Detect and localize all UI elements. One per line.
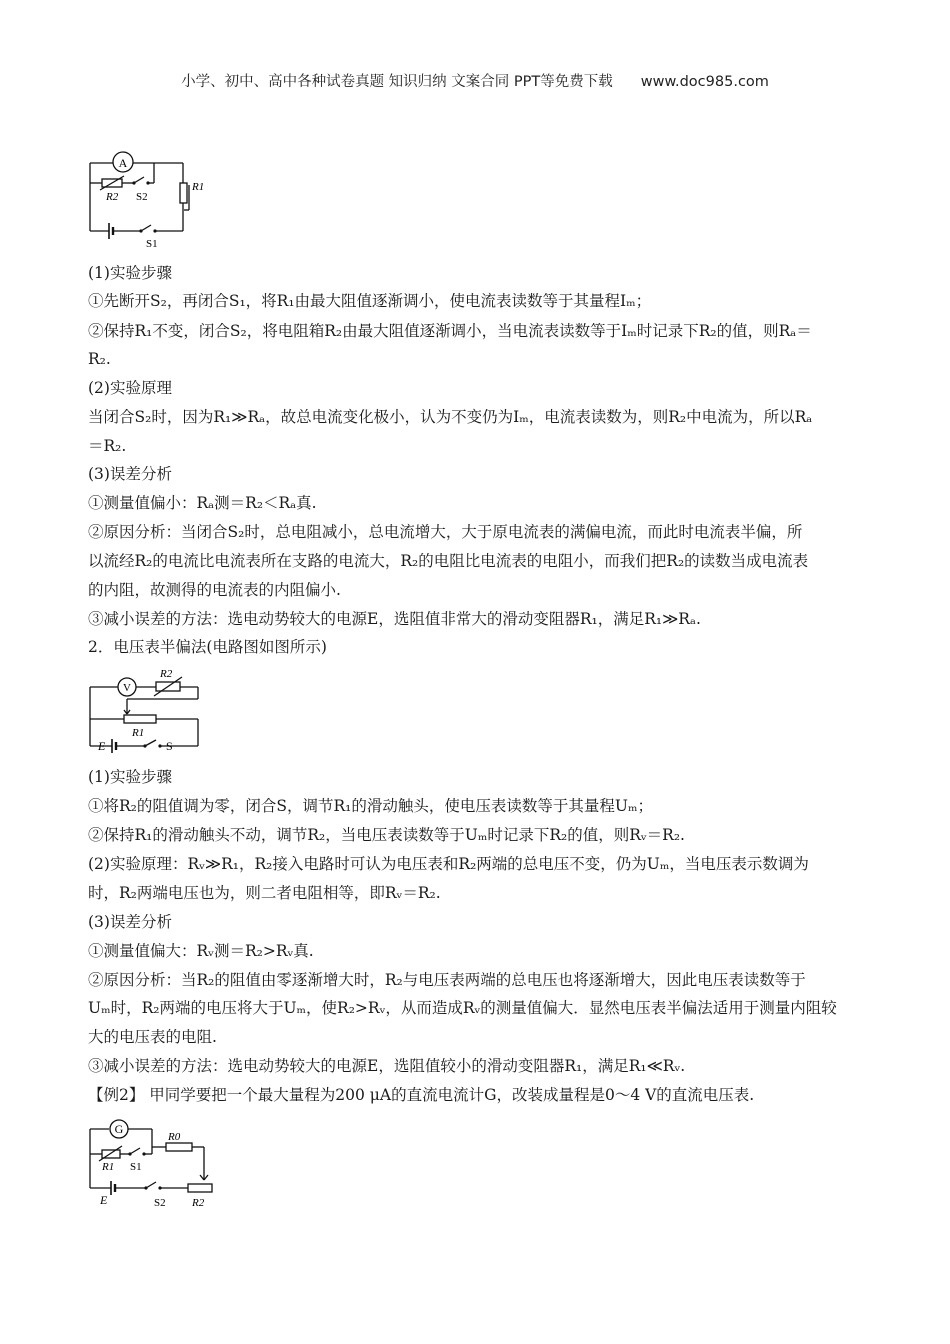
r2-label: R2	[192, 1197, 205, 1209]
text-line: (3)误差分析	[88, 465, 172, 483]
text-line: ①将R₂的阻值调为零，闭合S，调节R₁的滑动触头，使电压表读数等于其量程Uₘ；	[88, 797, 653, 815]
text-line: 【例2】 甲同学要把一个最大量程为200 μA的直流电流计G，改装成量程是0～4 V的直流电压表.	[88, 1086, 755, 1104]
text-line: ＝R₂.	[88, 437, 127, 455]
r1-label: R1	[192, 181, 205, 193]
s2-label: S2	[154, 1197, 166, 1209]
r1-label: R1	[102, 1161, 115, 1173]
r1-label: R1	[132, 727, 145, 739]
text-line: ②原因分析：当闭合S₂时，总电阻减小，总电流增大，大于原电流表的满偏电流，而此时电流表半偏，所	[88, 523, 803, 541]
text-line: Uₘ时，R₂两端的电压将大于Uₘ，使R₂>Rᵥ，从而造成Rᵥ的测量值偏大．显然电压表半偏法适用于测量内阻较	[88, 999, 837, 1017]
e-label: E	[100, 1193, 108, 1207]
text-line: ①测量值偏小：Rₐ测＝R₂＜Rₐ真.	[88, 494, 317, 512]
text-line: ②保持R₁的滑动触头不动，调节R₂，当电压表读数等于Uₘ时记录下R₂的值，则Rᵥ＝R₂.	[88, 826, 685, 844]
text-line: R₂.	[88, 350, 111, 368]
text-line: (3)误差分析	[88, 913, 172, 931]
s2-label: S2	[136, 191, 148, 203]
text-line: ②保持R₁不变，闭合S₂，将电阻箱R₂由最大阻值逐渐调小，当电流表读数等于Iₘ时记录下R₂的值，则Rₐ＝	[88, 322, 812, 340]
text-line: ①测量值偏大：Rᵥ测＝R₂>Rᵥ真.	[88, 942, 314, 960]
text-line: 大的电压表的电阻.	[88, 1028, 217, 1046]
page-header	[0, 70, 950, 91]
r0-label: R0	[168, 1131, 181, 1143]
e-label: E	[98, 739, 106, 753]
text-line: ②原因分析：当R₂的阻值由零逐渐增大时，R₂与电压表两端的总电压也将逐渐增大，因此电压表读数等于	[88, 971, 806, 989]
example2-circuit	[86, 1118, 226, 1213]
voltmeter-half-deflection-circuit	[86, 664, 211, 754]
text-line: 的内阻，故测得的电流表的内阻偏小.	[88, 581, 341, 599]
text-line: (2)实验原理	[88, 379, 172, 397]
text-line: 以流经R₂的电流比电流表所在支路的电流大，R₂的电阻比电流表的电阻小，而我们把R₂的读数当成电流表	[88, 552, 809, 570]
galvanometer-label: G	[114, 1122, 124, 1136]
s-label: S	[166, 739, 173, 753]
ammeter-label: A	[118, 156, 128, 170]
text-line: ③减小误差的方法：选电动势较大的电源E，选阻值较小的滑动变阻器R₁，满足R₁≪Rᵥ.	[88, 1057, 686, 1075]
r2-label: R2	[160, 668, 173, 680]
header-url: www.doc985.com	[640, 74, 769, 90]
header-title: 小学、初中、高中各种试卷真题 知识归纳 文案合同 PPT等免费下载	[181, 74, 613, 90]
text-line: 2．电压表半偏法(电路图如图所示)	[88, 638, 327, 656]
s1-label: S1	[146, 238, 158, 250]
voltmeter-label: V	[123, 682, 131, 694]
text-line: (2)实验原理：Rᵥ≫R₁，R₂接入电路时可认为电压表和R₂两端的总电压不变，仍为Uₘ，当电压表示数调为	[88, 855, 809, 873]
text-line: ①先断开S₂，再闭合S₁，将R₁由最大阻值逐渐调小，使电流表读数等于其量程Iₘ；	[88, 292, 652, 310]
text-line: 时，R₂两端电压也为，则二者电阻相等，即Rᵥ＝R₂.	[88, 884, 441, 902]
r2-label: R2	[106, 191, 119, 203]
s1-label: S1	[130, 1161, 142, 1173]
text-line: 当闭合S₂时，因为R₁≫Rₐ，故总电流变化极小，认为不变仍为Iₘ，电流表读数为，则R₂中电流为，所以Rₐ	[88, 408, 813, 426]
text-line: (1)实验步骤	[88, 264, 172, 282]
text-line: (1)实验步骤	[88, 768, 172, 786]
ammeter-half-deflection-circuit	[86, 150, 221, 250]
text-line: ③减小误差的方法：选电动势较大的电源E，选阻值非常大的滑动变阻器R₁，满足R₁≫Rₐ.	[88, 610, 701, 628]
